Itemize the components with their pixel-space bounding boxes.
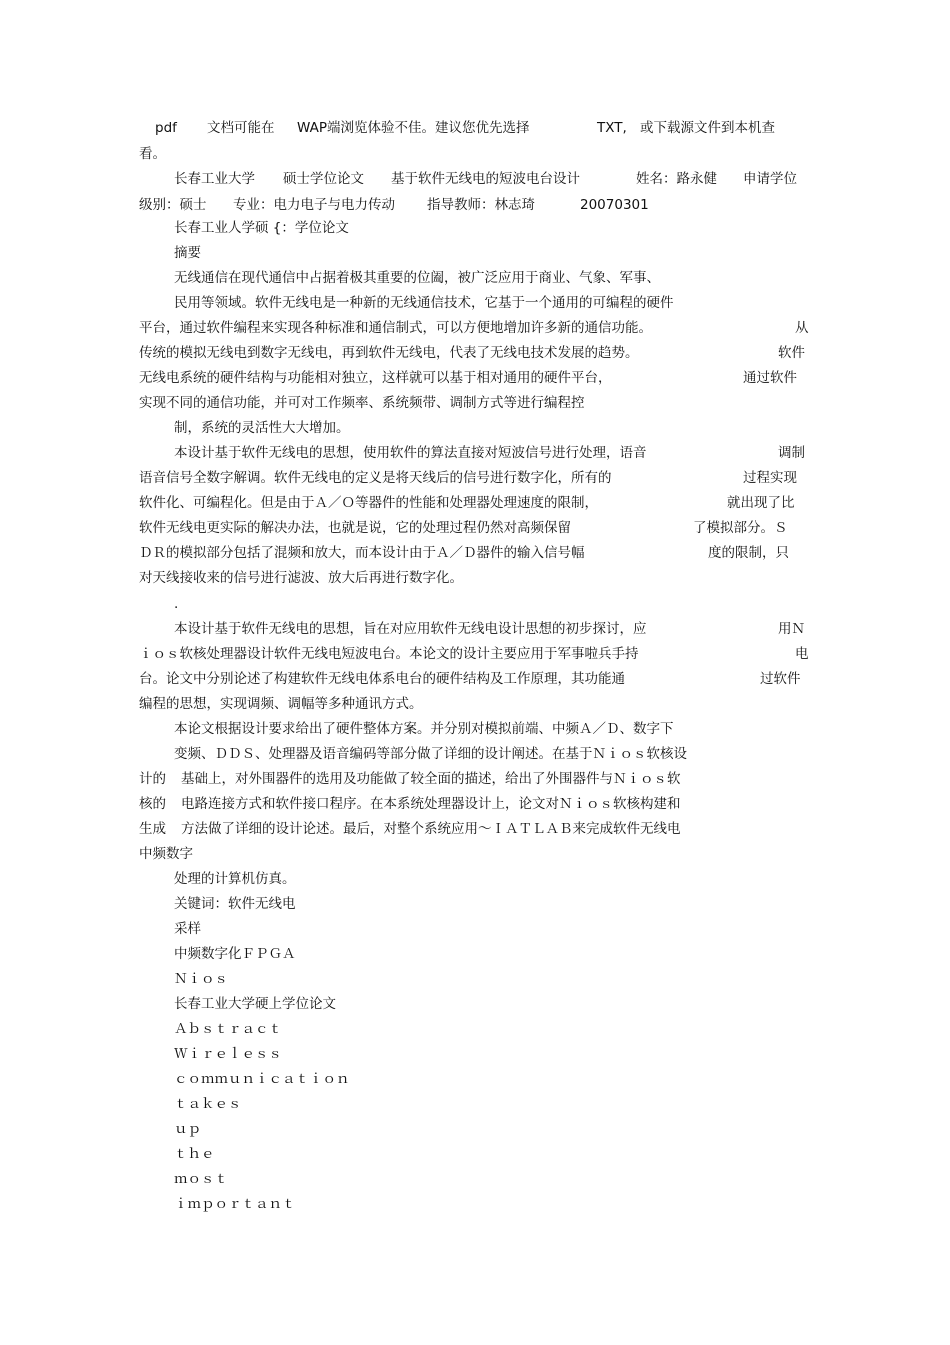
- p4-line-3: 基础上，对外围器件的选用及功能做了较全面的描述，给出了外围器件与Ｎｉｏｓ软: [181, 771, 681, 787]
- p2-line-5: ＤＲ的模拟部分包括了混频和放大，而本设计由于Ａ／Ｄ器件的输入信号幅: [139, 545, 585, 561]
- header-level: 级别：硕士: [139, 197, 207, 213]
- keyword-1: 关键词：软件无线电: [174, 896, 296, 912]
- p2-line-1: 本设计基于软件无线电的思想，使用软件的算法直接对短波信号进行处理，语音: [174, 445, 647, 461]
- abstract-en-word-3: ｔａｋｅｓ: [174, 1096, 242, 1112]
- p3-line-3-end: 过软件: [760, 671, 801, 687]
- notice-text-4: 看。: [139, 146, 166, 162]
- header-title: 基于软件无线电的短波电台设计: [391, 171, 580, 187]
- p2-line-2: 语音信号全数字解调。软件无线电的定义是将天线后的信号进行数字化，所有的: [139, 470, 612, 486]
- p1-line-5-end: 通过软件: [743, 370, 797, 386]
- abstract-heading: 摘要: [174, 245, 201, 261]
- p1-line-4-end: 软件: [778, 345, 805, 361]
- header-school: 长春工业大学: [174, 171, 255, 187]
- p1-line-5: 无线电系统的硬件结构与功能相对独立，这样就可以基于相对通用的硬件平台，: [139, 370, 612, 386]
- running-head-en-section: 长春工业大学硬上学位论文: [174, 996, 336, 1012]
- abstract-en-word-2: ｃｏｍｍｕｎｉｃａｔｉｏｎ: [174, 1071, 350, 1087]
- header-apply: 申请学位: [743, 171, 797, 187]
- keyword-3: 中频数字化ＦＰＧＡ: [174, 946, 296, 962]
- header-major: 专业：电力电子与电力传动: [233, 197, 395, 213]
- p3-line-3: 台。论文中分别论述了构建软件无线电体系电台的硬件结构及工作原理，其功能通: [139, 671, 625, 687]
- p2-line-5-end: 度的限制，只: [708, 545, 789, 561]
- p4-line-3-start: 计的: [139, 771, 166, 787]
- p3-line-1-end: 用Ｎ: [778, 621, 805, 637]
- keyword-2: 采样: [174, 921, 201, 937]
- p4-line-7: 处理的计算机仿真。: [174, 871, 296, 887]
- p1-line-4: 传统的模拟无线电到数字无线电，再到软件无线电，代表了无线电技术发展的趋势。: [139, 345, 639, 361]
- notice-text-3: 或下载源文件到本机查: [640, 120, 775, 136]
- p2-line-2-end: 过程实现: [743, 470, 797, 486]
- p3-line-1: 本设计基于软件无线电的思想，旨在对应用软件无线电设计思想的初步探讨，应: [174, 621, 647, 637]
- keyword-4: Ｎｉｏｓ: [174, 971, 228, 987]
- p4-line-1: 本论文根据设计要求给出了硬件整体方案。并分别对模拟前端、中频Ａ／Ｄ、数字下: [174, 721, 674, 737]
- header-advisor: 指导教师：林志琦: [427, 197, 535, 213]
- p3-line-2-end: 电: [795, 646, 809, 662]
- p2-line-3-end: 就出现了比: [727, 495, 795, 511]
- p4-line-2: 变频、ＤＤＳ、处理器及语音编码等部分做了详细的设计阐述。在基于Ｎｉｏｓ软核设: [174, 746, 687, 762]
- p2-line-6: 对天线接收来的信号进行滤波、放大后再进行数字化。: [139, 570, 463, 586]
- p2-line-4-end: 了模拟部分。Ｓ: [693, 520, 788, 536]
- abstract-en-word-5: ｔｈｅ: [174, 1146, 215, 1162]
- abstract-en-word-6: ｍｏｓｔ: [174, 1171, 228, 1187]
- p1-line-3-end: 从: [795, 320, 809, 336]
- abstract-en-word-4: ｕｐ: [174, 1121, 201, 1137]
- abstract-en-heading: Ａｂｓｔｒａｃｔ: [174, 1021, 282, 1037]
- p4-line-4: 电路连接方式和软件接口程序。在本系统处理器设计上，论文对Ｎｉｏｓ软核构建和: [181, 796, 681, 812]
- p2-dot: .: [174, 596, 179, 612]
- notice-pdf: pdf: [155, 120, 177, 136]
- notice-text-1: 文档可能在: [207, 120, 275, 136]
- p2-line-1-end: 调制: [778, 445, 805, 461]
- p3-line-4: 编程的思想，实现调频、调幅等多种通讯方式。: [139, 696, 423, 712]
- p1-line-3: 平台，通过软件编程来实现各种标准和通信制式，可以方便地增加许多新的通信功能。: [139, 320, 652, 336]
- p1-line-7: 制，系统的灵活性大大增加。: [174, 420, 350, 436]
- header-date: 20070301: [580, 197, 649, 213]
- p2-line-3: 软件化、可编程化。但是由于Ａ／Ｏ等器件的性能和处理器处理速度的限制，: [139, 495, 598, 511]
- p1-line-1: 无线通信在现代通信中占据着极其重要的位阖，被广泛应用于商业、气象、军事、: [174, 270, 660, 286]
- p3-line-2: ｉｏｓ软核处理器设计软件无线电短波电台。本论文的设计主要应用于军事啦兵手持: [139, 646, 639, 662]
- p4-line-5: 方法做了详细的设计论述。最后，对整个系统应用～ＩＡＴＬＡＢ来完成软件无线电: [181, 821, 681, 837]
- p4-line-6: 中频数字: [139, 846, 193, 862]
- abstract-en-word-1: Ｗｉｒｅｌｅｓｓ: [174, 1046, 282, 1062]
- header-degree: 硕士学位论文: [283, 171, 364, 187]
- p2-line-4: 软件无线电更实际的解决办法，也就是说，它的处理过程仍然对高频保留: [139, 520, 571, 536]
- notice-text-2: WAP端浏览体验不佳。建议您优先选择: [297, 120, 530, 136]
- p1-line-6: 实现不同的通信功能，并可对工作频率、系统频带、调制方式等进行编程控: [139, 395, 585, 411]
- abstract-en-word-7: ｉｍｐｏｒｔａｎｔ: [174, 1196, 296, 1212]
- p4-line-4-start: 核的: [139, 796, 166, 812]
- p4-line-5-start: 生成: [139, 821, 166, 837]
- notice-txt: TXT,: [597, 120, 627, 136]
- p1-line-2: 民用等领域。软件无线电是一种新的无线通信技术，它基于一个通用的可编程的硬件: [174, 295, 674, 311]
- running-head: 长春工业人学硕 {：学位论文: [174, 220, 349, 236]
- header-name: 姓名：路永健: [636, 171, 717, 187]
